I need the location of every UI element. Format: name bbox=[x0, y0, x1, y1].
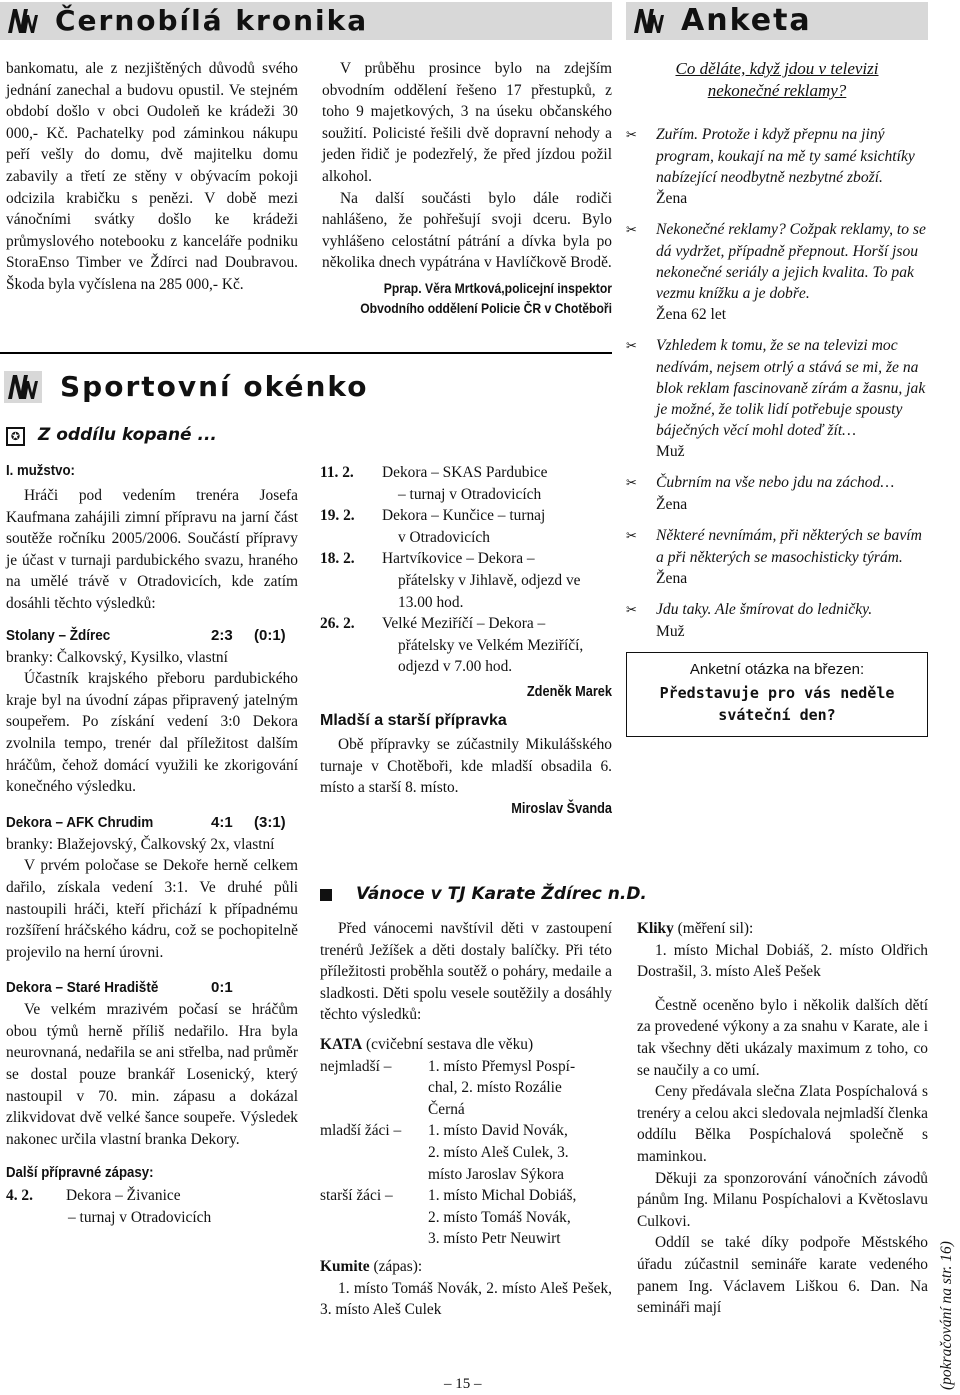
match-teams: Stolany – Ždírec bbox=[6, 626, 111, 644]
match-score: 0:1 bbox=[211, 979, 233, 997]
sport-header-band bbox=[0, 368, 612, 406]
result-category: nejmladší – bbox=[320, 1057, 392, 1075]
schedule-line: odjezd v 7.00 hod. bbox=[398, 658, 513, 676]
result-row bbox=[320, 1185, 576, 1250]
schedule-line: v Otradovicích bbox=[398, 528, 490, 546]
kronika-paragraph: V průběhu prosince bylo na zdejším obvodním oddělení řešeno 17 přestupků, z toho 9 majetkových, 3 na úseku občanského soužití. Policisté řešili dvě dopravní nehody a jeden řidič je podezřelý, že před jízdou požil alkohol. bbox=[322, 60, 612, 185]
match-teams: Dekora – Staré Hradiště bbox=[6, 979, 159, 997]
answer-author: Žena bbox=[656, 570, 688, 587]
kronika-paragraph: Na další součásti bylo dále rodiči nahlášeno, že pohřešují svoji dceru. Bylo vyhlášeno celostátní pátrání a dívka byla po několika dnech vypátrána v Havlíčkově Brodě. bbox=[322, 189, 612, 272]
schedule-line: Dekora – SKAS Pardubice bbox=[382, 464, 548, 481]
kumite-description: (zápas): bbox=[369, 1257, 423, 1275]
kata-description: (cvičební sestava dle věku) bbox=[362, 1035, 534, 1053]
sport-title: Sportovní okénko bbox=[60, 370, 369, 403]
anketa-column bbox=[626, 58, 928, 737]
kronika-signature bbox=[322, 279, 612, 319]
answer-text: Zuřím. Protože i když přepnu na jiný program, koukají na mě ty samé ksichtíky nabízející neodbytně nezbytné zboží. bbox=[656, 126, 915, 186]
match-score: 4:1 bbox=[211, 813, 233, 831]
answer-author: Muž bbox=[656, 623, 685, 640]
schedule-line: přátelsky v Jihlavě, odjezd ve bbox=[398, 571, 581, 589]
schedule-row bbox=[320, 462, 583, 505]
anketa-title: Anketa bbox=[681, 3, 812, 38]
signature-name: Pprap. Věra Mrtková,policejní inspektor bbox=[383, 280, 612, 296]
schedule-date: 19. 2. bbox=[320, 507, 355, 525]
scissors-icon: ✂ bbox=[626, 529, 637, 544]
match-result bbox=[6, 625, 298, 647]
match-report: V prvém poločase se Dekoře herně celkem dařilo, získala vedení 3:1. Ve druhé půli nastoupili hráči, kteří přichází k případnému rozšíření hráčského kádru, což se pochopitelně projevilo na herní úrovni. bbox=[6, 857, 298, 961]
result-line: 1. místo Přemysl Pospí- bbox=[428, 1057, 576, 1075]
schedule-table-part2 bbox=[320, 462, 583, 678]
sport-intro: Hráči pod vedením trenéra Josefa Kaufmana zahájili zimní přípravu na jarní část soutěže ročníku 2005/2006. Součástí přípravy je účast v turnaji pardubického svazu, hraného na umělé trávě v Otradovicích, kde zatím dosáhli těchto výsledků: bbox=[6, 487, 298, 612]
anketa-answer bbox=[626, 472, 928, 494]
result-line: 1. místo Michal Dobiáš, bbox=[428, 1187, 577, 1205]
answer-text: Některé nevnímám, při některých se bavím a při některých se masochisticky týrám. bbox=[656, 527, 922, 566]
schedule-line: – turnaj v Otradovicích bbox=[398, 485, 542, 503]
next-question-text: Představuje pro vás neděle sváteční den? bbox=[659, 684, 895, 724]
match-score: 2:3 bbox=[211, 626, 233, 644]
anketa-answers bbox=[626, 124, 928, 642]
karate-right-column bbox=[637, 918, 928, 1319]
result-line: místo Jaroslav Sýkora bbox=[428, 1165, 564, 1183]
scissors-icon: ✂ bbox=[626, 603, 637, 618]
result-row bbox=[320, 1056, 576, 1121]
kliky-label bbox=[637, 918, 928, 940]
match-result bbox=[6, 812, 298, 834]
team-label: I. mužstvo: bbox=[6, 462, 75, 479]
answer-author: Muž bbox=[656, 443, 685, 460]
schedule-row bbox=[320, 548, 583, 613]
kata-label bbox=[320, 1034, 612, 1056]
match-halftime: (0:1) bbox=[254, 626, 286, 644]
answer-author: Žena bbox=[656, 190, 688, 207]
schedule-date: 11. 2. bbox=[320, 464, 354, 481]
signature-unit: Obvodního oddělení Policie ČR v Chotěboři bbox=[360, 300, 612, 316]
sport-subtitle: Z oddílu kopané ... bbox=[38, 425, 217, 445]
result-line: chal, 2. místo Rozálie bbox=[428, 1079, 562, 1097]
result-line: 2. místo Aleš Culek, 3. bbox=[428, 1143, 569, 1161]
match-report: Ve velkém mrazivém počasí se hráčům obou týmů herně příliš nedařilo. Hra byla neurovnaná, nedařila se ani střelba, nad průměr se dostal pouze brankář Losenický, který nastoupil v 70. min. zápasu a dokázal zlikvidovat dvě velké šance soupeře. Výsledek nakonec určila vlastní branka Dekory. bbox=[6, 1001, 298, 1148]
continued-note: (pokračování na str. 16) bbox=[938, 1241, 955, 1390]
sport-subtitle-row bbox=[6, 425, 217, 446]
youth-title: Mladší a starší přípravka bbox=[320, 711, 507, 729]
answer-text: Jdu taky. Ale šmírovat do ledničky. bbox=[656, 601, 873, 618]
result-line: 3. místo Petr Neuwirt bbox=[428, 1230, 561, 1248]
schedule-table-part1 bbox=[6, 1185, 211, 1228]
kronika-title: Černobílá kronika bbox=[55, 4, 369, 37]
anketa-answer bbox=[626, 599, 928, 621]
kumite-results: 1. místo Tomáš Novák, 2. místo Aleš Pešek, 3. místo Aleš Culek bbox=[320, 1279, 612, 1319]
match-teams: Dekora – AFK Chrudim bbox=[6, 813, 154, 831]
match-halftime: (3:1) bbox=[254, 813, 286, 831]
section-divider bbox=[0, 352, 612, 354]
result-line: Černá bbox=[428, 1100, 465, 1118]
anketa-answer bbox=[626, 219, 928, 304]
scissors-icon: ✂ bbox=[626, 339, 637, 354]
answer-text: Nekonečné reklamy? Cožpak reklamy, to se dá vydržet, případně přepnout. Horší jsou nekonečné seriály a jejich kvalita. To pak vezmu knížku a je dobře. bbox=[656, 221, 926, 302]
schedule-line: Dekora – Živanice bbox=[66, 1187, 181, 1205]
karate-paragraph: Ceny předávala slečna Zlata Pospíchalová s trenéry a celou akci sledovala nejmladší členka oddílu Bělka Pospíchalová společně s maminkou. bbox=[637, 1083, 928, 1165]
answer-text: Vzhledem k tomu, že se na televizi moc nedívám, nejsem otrlý a stává se mi, že na blok reklam fascinovaně zírám a žasnu, jak je možné, že tolik lidí potřebuje spousty báječných věcí mohl doteď žít… bbox=[656, 337, 926, 439]
result-category: starší žáci – bbox=[320, 1187, 393, 1205]
schedule-date: 4. 2. bbox=[6, 1187, 33, 1205]
kronika-left-column bbox=[6, 58, 298, 296]
schedule-line: Hartvíkovice – Dekora – bbox=[382, 550, 535, 568]
anketa-answer bbox=[626, 335, 928, 441]
next-question-box bbox=[626, 652, 928, 737]
result-line: 2. místo Tomáš Novák, bbox=[428, 1208, 571, 1226]
square-bullet-icon bbox=[320, 889, 332, 901]
schedule-row bbox=[320, 505, 583, 548]
author-signature: Zdeněk Marek bbox=[526, 683, 612, 700]
anketa-answer bbox=[626, 525, 928, 568]
schedule-line: 13.00 hod. bbox=[398, 593, 464, 611]
schedule-date: 18. 2. bbox=[320, 550, 355, 568]
newspaper-logo-icon bbox=[630, 5, 668, 37]
kronika-header-band bbox=[0, 2, 612, 40]
anketa-question: Co děláte, když jdou v televizi nekonečné reklamy? bbox=[675, 59, 879, 100]
schedule-row bbox=[320, 613, 583, 678]
newspaper-logo-icon bbox=[4, 5, 42, 37]
kliky-results: 1. místo Michal Dobiáš, 2. místo Oldřich Dostrašil, 3. místo Aleš Pešek bbox=[637, 941, 928, 981]
scissors-icon: ✂ bbox=[626, 223, 637, 238]
sport-right-column bbox=[320, 462, 612, 817]
schedule-line: – turnaj v Otradovicích bbox=[68, 1209, 212, 1227]
schedule-date: 26. 2. bbox=[320, 615, 355, 633]
karate-paragraph: Oddíl se také díky podpoře Městského úřadu zúčastnil semináře karate vedeného panem Ing. Václavem Liškou 6. Dan. Na semináři mají bbox=[637, 1234, 928, 1317]
page-number: – 15 – bbox=[444, 1376, 482, 1392]
kata-results bbox=[320, 1056, 576, 1250]
kata-label-bold: KATA bbox=[320, 1035, 363, 1053]
scissors-icon: ✂ bbox=[626, 476, 637, 491]
schedule-line: Dekora – Kunčice – turnaj bbox=[382, 507, 546, 525]
result-line: 1. místo David Novák, bbox=[428, 1122, 568, 1140]
scissors-icon: ✂ bbox=[626, 128, 637, 143]
kumite-label bbox=[320, 1256, 612, 1278]
match-scorers: branky: Čalkovský, Kysilko, vlastní bbox=[6, 648, 228, 666]
football-icon: ✪ bbox=[6, 427, 25, 446]
match-result bbox=[6, 977, 298, 999]
karate-intro: Před vánocemi navštívil děti v zastoupení trenérů Ježíšek a děti dostaly balíčky. Při této příležitosti proběhla soutěž o poháry, medaile a sladkosti. Děti spolu vesele soutěžily a dosáhly těchto výsledků: bbox=[320, 920, 612, 1024]
next-question-label: Anketní otázka na březen: bbox=[689, 661, 865, 678]
kliky-label-bold: Kliky bbox=[637, 920, 674, 937]
kronika-right-column bbox=[322, 58, 612, 319]
next-matches-label: Další přípravné zápasy: bbox=[6, 1164, 154, 1182]
answer-author: Žena 62 let bbox=[656, 306, 727, 323]
karate-paragraph: Čestně oceněno bylo i několik dalších dětí za provedené výkony a za snahu v Karate, ale i tak všechny děti ukázaly maximum z toho, co se naučily a co umí. bbox=[637, 996, 928, 1079]
schedule-line: Velké Meziříčí – Dekora – bbox=[382, 615, 546, 633]
schedule-line: přátelsky ve Velkém Meziříčí, bbox=[398, 636, 584, 654]
karate-title: Vánoce v TJ Karate Ždírec n.D. bbox=[356, 884, 647, 904]
karate-left-column bbox=[320, 918, 612, 1321]
kliky-description: (měření sil): bbox=[673, 920, 754, 937]
result-category: mladší žáci – bbox=[320, 1122, 402, 1140]
sport-left-column bbox=[6, 462, 298, 1229]
karate-paragraph: Děkuji za sponzorování vánočních závodů pánům Ing. Milanu Pospíchalovi a Květoslavu Culkovi. bbox=[637, 1169, 928, 1230]
match-report: Účastník krajského přeboru pardubického kraje byl na úvodní zápas připravený jatelným soupeřem. Po získání vedení 3:0 Dekora zvolnila tempo, trenér dal příležitost dalším hráčům, čehož domácí využili ke zkorigování konečného výsledku. bbox=[6, 670, 298, 796]
match-scorers: branky: Blažejovský, Čalkovský 2x, vlastní bbox=[6, 835, 275, 853]
kumite-label-bold: Kumite bbox=[320, 1257, 370, 1275]
answer-author: Žena bbox=[656, 496, 688, 513]
schedule-row bbox=[6, 1185, 211, 1228]
youth-text: Obě přípravky se zúčastnily Mikulášského turnaje v Chotěboři, kde mladší obsadila 6. místo a starší 8. místo. bbox=[320, 735, 612, 797]
answer-text: Čubrním na vše nebo jdu na záchod… bbox=[656, 474, 895, 491]
author-signature: Miroslav Švanda bbox=[511, 800, 612, 817]
karate-header bbox=[320, 884, 920, 904]
newspaper-logo-icon bbox=[4, 371, 42, 403]
anketa-header-band bbox=[626, 2, 928, 40]
kronika-left-text: bankomatu, ale z nezjištěných důvodů svého jednání zanechal a budovu opustil. Ve stejném období došlo v obci Oudoleň ke krádeži 30 000,- Kč. Pachatelky pod záminkou nákupu peří vešly do domu, dvě majitelku domu zabavily a třetí ze stěny v obývacím pokoji odcizila krabičku s penězi. V době mezi vánočními svátky došlo ke krádeži průmyslového notebooku z kanceláře podniku StoraEnso Timber ve Ždírci nad Doubravou. Škoda byla vyčíslena na 285 000,- Kč. bbox=[6, 60, 298, 293]
result-row bbox=[320, 1120, 576, 1185]
anketa-answer bbox=[626, 124, 928, 188]
